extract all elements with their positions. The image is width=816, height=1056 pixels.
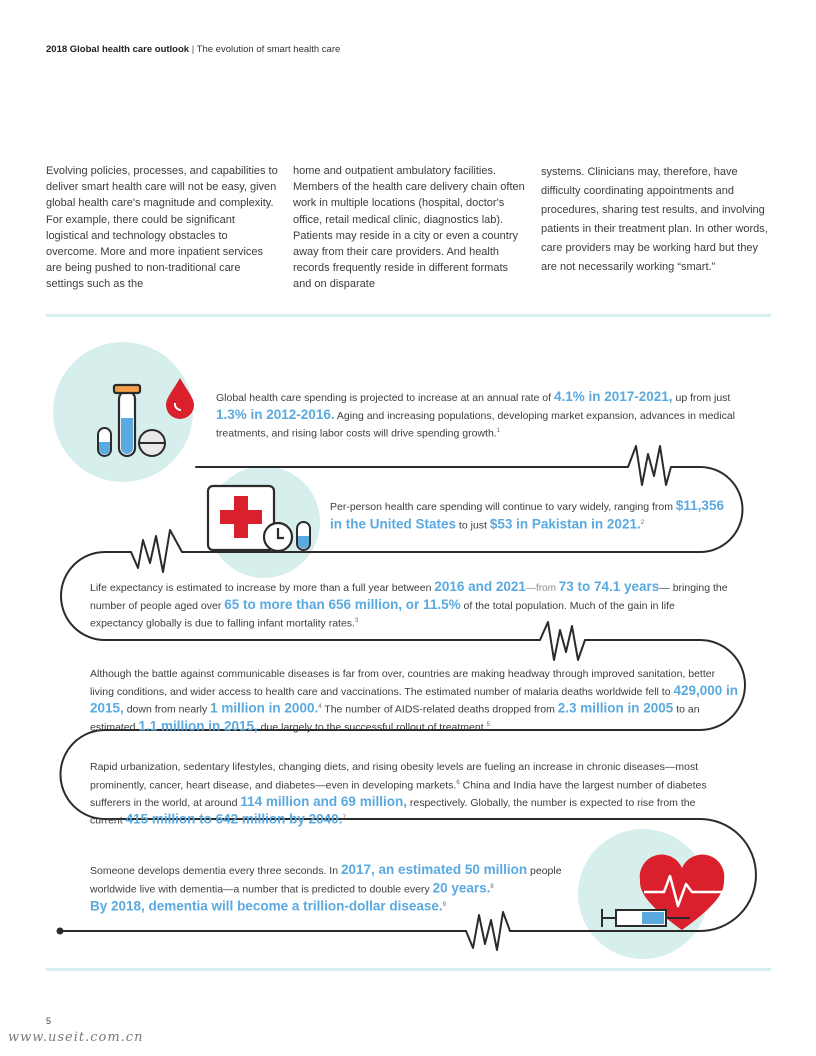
fact2-text-b: to just bbox=[456, 519, 490, 532]
fact-per-person-spending bbox=[330, 498, 730, 534]
timeline-end-dot bbox=[57, 928, 64, 935]
fact4-text-a: Although the battle against communicable diseases is far from over, countries are making headway through improved sanitation, better living conditions, and wider access to health care and vaccinations. The estimated number of malaria deaths worldwide fell to bbox=[90, 668, 716, 698]
fact5-text-a: Rapid urbanization, sedentary lifestyles, changing diets, and rising obesity levels are fueling an increase in chronic diseases—most prominently, cancer, heart disease, and diabetes—even in developing markets. bbox=[90, 761, 699, 792]
fact5-text-c: respectively. Globally, the number is expected to rise from the current bbox=[90, 796, 696, 827]
footnote-ref-6: 6 bbox=[456, 779, 460, 786]
fact6-text-b: people worldwide live with dementia—a number that is predicted to double every bbox=[90, 865, 562, 896]
fact1-text-c: Aging and increasing populations, developing market expansion, advances in medical treatments, and rising labor costs will drive spending growth. bbox=[216, 409, 736, 440]
fact2-highlight-2: $53 in Pakistan in 2021. bbox=[489, 516, 641, 532]
fact4-text-d: to an estimated bbox=[90, 703, 700, 734]
fact-chronic-diseases bbox=[90, 760, 730, 829]
footnote-ref-1: 1 bbox=[496, 428, 501, 435]
fact-life-expectancy bbox=[90, 579, 730, 632]
header-title: 2018 Global health care outlook bbox=[46, 44, 190, 55]
page-number: 5 bbox=[46, 1016, 52, 1026]
tablet-pill-icon bbox=[139, 430, 165, 456]
header-subtitle: The evolution of smart health care bbox=[196, 44, 341, 55]
fact4-text-b: down from nearly bbox=[123, 703, 211, 716]
fact-spending-growth bbox=[216, 389, 736, 442]
fact1-text-a: Global health care spending is projected to increase at an annual rate of bbox=[216, 392, 554, 404]
intro-column-1: Evolving policies, processes, and capabilities to deliver smart health care will not be easy, given global health care's magnitude and complexity. For example, there could be significant logistical and technology obstacles to overcome. More and more inpatient services are being pushed to non-traditional care settings such as the bbox=[46, 165, 278, 291]
fact4-highlight-2: 1 million in 2000. bbox=[210, 700, 319, 716]
divider-bottom bbox=[46, 968, 771, 971]
fact4-text-e: due largely to the successful rollout of treatment. bbox=[257, 721, 487, 734]
fact4-highlight-1: 429,000 in 2015, bbox=[90, 682, 738, 716]
fact3-highlight-2: 73 to 74.1 years bbox=[558, 579, 660, 594]
fact1-highlight-2: 1.3% in 2012-2016. bbox=[216, 406, 335, 422]
fact-communicable-diseases bbox=[90, 667, 740, 736]
fact5-highlight-2: 415 million to 642 million by 2040. bbox=[125, 811, 343, 827]
fact4-highlight-3: 2.3 million in 2005 bbox=[557, 700, 674, 716]
fact6-text-a: Someone develops dementia every three seconds. In bbox=[90, 865, 341, 877]
footnote-ref-5: 5 bbox=[486, 722, 490, 729]
fact3-highlight-3: 65 to more than 656 million, or 11.5% bbox=[224, 596, 461, 612]
fact6-highlight-3: By 2018, dementia will become a trillion-dollar disease. bbox=[90, 898, 443, 914]
fact4-highlight-4: 1.1 million in 2015, bbox=[138, 718, 258, 734]
fact3-text-a: Life expectancy is estimated to increase by more than a full year between bbox=[90, 582, 435, 594]
intro-column-2: home and outpatient ambulatory facilities. Members of the health care delivery chain often work in multiple locations (hospital, doctor's office, retail medical clinic, diagnostics lab). Patients may reside in a city or even a country away from their care providers. And health records frequently reside in different formats and on disparate bbox=[293, 165, 525, 291]
fact2-text-a: Per-person health care spending will continue to vary widely, ranging from bbox=[330, 501, 676, 513]
fact4-text-c: The number of AIDS-related deaths dropped from bbox=[321, 703, 558, 716]
capsule-icon-2 bbox=[297, 522, 310, 550]
fact3-highlight-1: 2016 and 2021 bbox=[434, 579, 526, 594]
footnote-ref-9: 9 bbox=[442, 901, 446, 908]
intro-column-3: systems. Clinicians may, therefore, have difficulty coordinating appointments and procedures, sharing test results, and involving patients in their treatment plan. In other words, care providers may be working hard but they are not necessarily working “smart.” bbox=[541, 166, 768, 273]
clock-icon bbox=[264, 523, 292, 551]
fact6-highlight-1: 2017, an estimated 50 million bbox=[341, 862, 528, 877]
fact3-text-b: —from bbox=[525, 583, 559, 594]
footnote-ref-8: 8 bbox=[490, 883, 494, 890]
fact2-highlight-1: $11,356 in the United States bbox=[330, 498, 724, 532]
fact1-text-b: up from just bbox=[672, 392, 731, 404]
watermark: www.useit.com.cn bbox=[8, 1030, 144, 1045]
fact5-highlight-1: 114 million and 69 million, bbox=[240, 793, 407, 809]
footnote-ref-3: 3 bbox=[354, 618, 359, 625]
capsule-icon bbox=[98, 428, 111, 456]
fact-dementia bbox=[90, 862, 580, 916]
fact5-text-b: China and India have the largest number of diabetes sufferers in the world, at around bbox=[90, 779, 707, 809]
footnote-ref-2: 2 bbox=[640, 519, 645, 526]
footnote-ref-7: 7 bbox=[342, 815, 346, 822]
fact3-text-d: of the total population. Much of the gain in life expectancy globally is due to falling infant mortality rates. bbox=[90, 599, 675, 630]
footnote-ref-4: 4 bbox=[318, 704, 322, 711]
fact6-highlight-2: 20 years. bbox=[432, 880, 491, 896]
fact3-text-c: — bringing the number of people aged over bbox=[90, 582, 728, 612]
header-separator: | bbox=[189, 44, 197, 55]
fact1-highlight-1: 4.1% in 2017-2021, bbox=[553, 389, 673, 404]
